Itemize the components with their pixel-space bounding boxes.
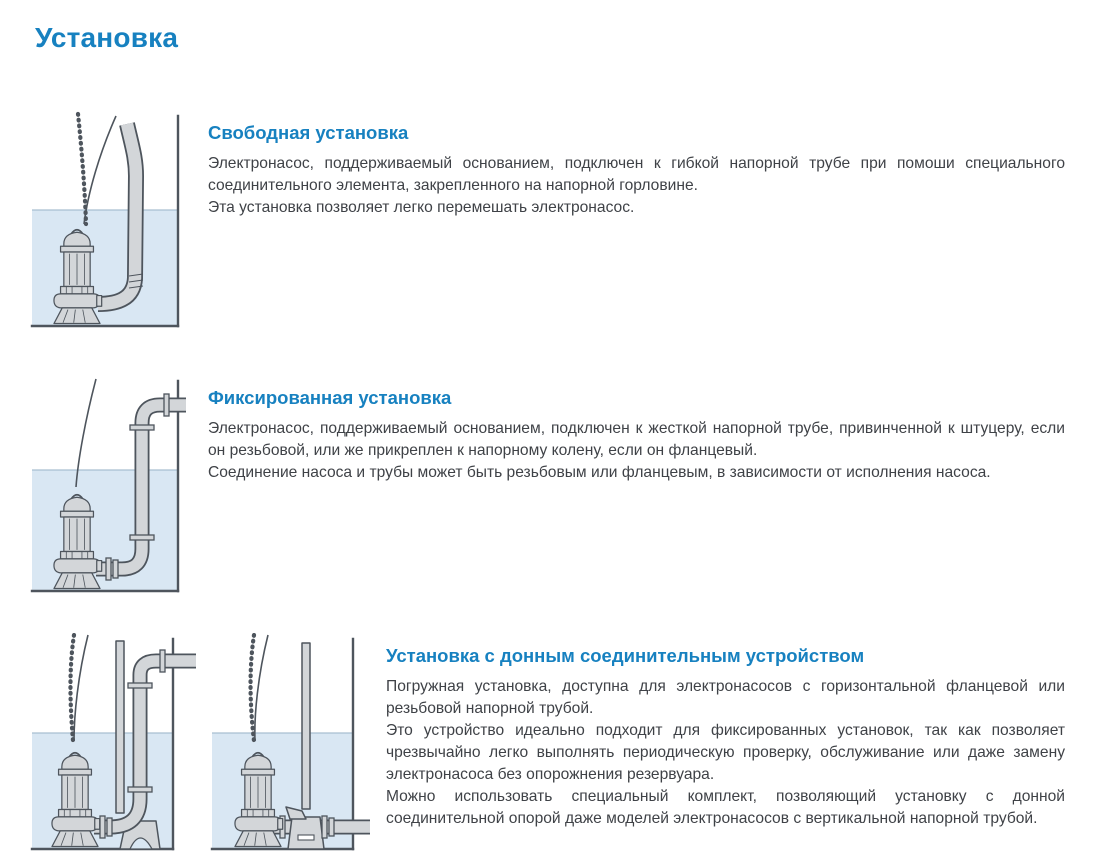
page-title: Установка	[35, 22, 179, 53]
power-cable	[74, 635, 88, 741]
power-cable	[84, 116, 116, 224]
guide-rail	[116, 641, 124, 813]
lifting-chain	[70, 635, 74, 741]
section-content	[386, 633, 1065, 830]
section-paragraph: Эта установка позволяет легко перемешать электронасос.	[208, 199, 635, 216]
section-heading: Установка с донным соединительным устройством	[386, 645, 865, 666]
guide-rail	[302, 643, 310, 809]
lifting-chain	[78, 114, 86, 224]
bottom-coupling-vertical-pipe-illustration	[30, 633, 196, 853]
fixed-installation-illustration	[30, 375, 186, 595]
section-paragraph: Это устройство идеально подходит для фиксированных установок, так как позволяет чрезвычайно легко выполнять периодическую проверку, обслуживание или даже замену электронасоса без опорожнения резервуара.	[386, 722, 1065, 783]
section-content	[208, 110, 1065, 219]
section-bottom-coupling-installation	[30, 633, 1065, 853]
section-paragraph: Можно использовать специальный комплект, позволяющий установку с донной соединительной опорой даже моделей электронасосов с вертикальной напорной трубой.	[386, 788, 1065, 827]
section-heading: Фиксированная установка	[208, 387, 452, 408]
section-paragraph: Погружная установка, доступна для электронасосов с горизонтальной фланцевой или резьбовой напорной трубой.	[386, 678, 1065, 717]
tank	[32, 116, 178, 326]
section-paragraph: Соединение насоса и трубы может быть резьбовым или фланцевым, в зависимости от исполнения насоса.	[208, 464, 991, 481]
section-content	[208, 375, 1065, 484]
section-paragraph: Электронасос, поддерживаемый основанием, подключен к жесткой напорной трубе, привинченной к штуцеру, если он резьбовой, или же прикреплен к напорному колену, если он фланцевый.	[208, 420, 1065, 459]
lifting-chain	[251, 635, 254, 741]
free-installation-illustration	[30, 110, 186, 330]
section-fixed-installation	[30, 375, 1065, 595]
section-paragraph: Электронасос, поддерживаемый основанием, подключен к гибкой напорной трубе при помоши специального соединительного элемента, закрепленного на напорной горловине.	[208, 155, 1065, 194]
section-free-installation	[30, 110, 1065, 330]
bottom-coupling-horizontal-pipe-illustration	[210, 633, 370, 853]
power-cable	[255, 635, 268, 741]
section-heading: Свободная установка	[208, 122, 409, 143]
